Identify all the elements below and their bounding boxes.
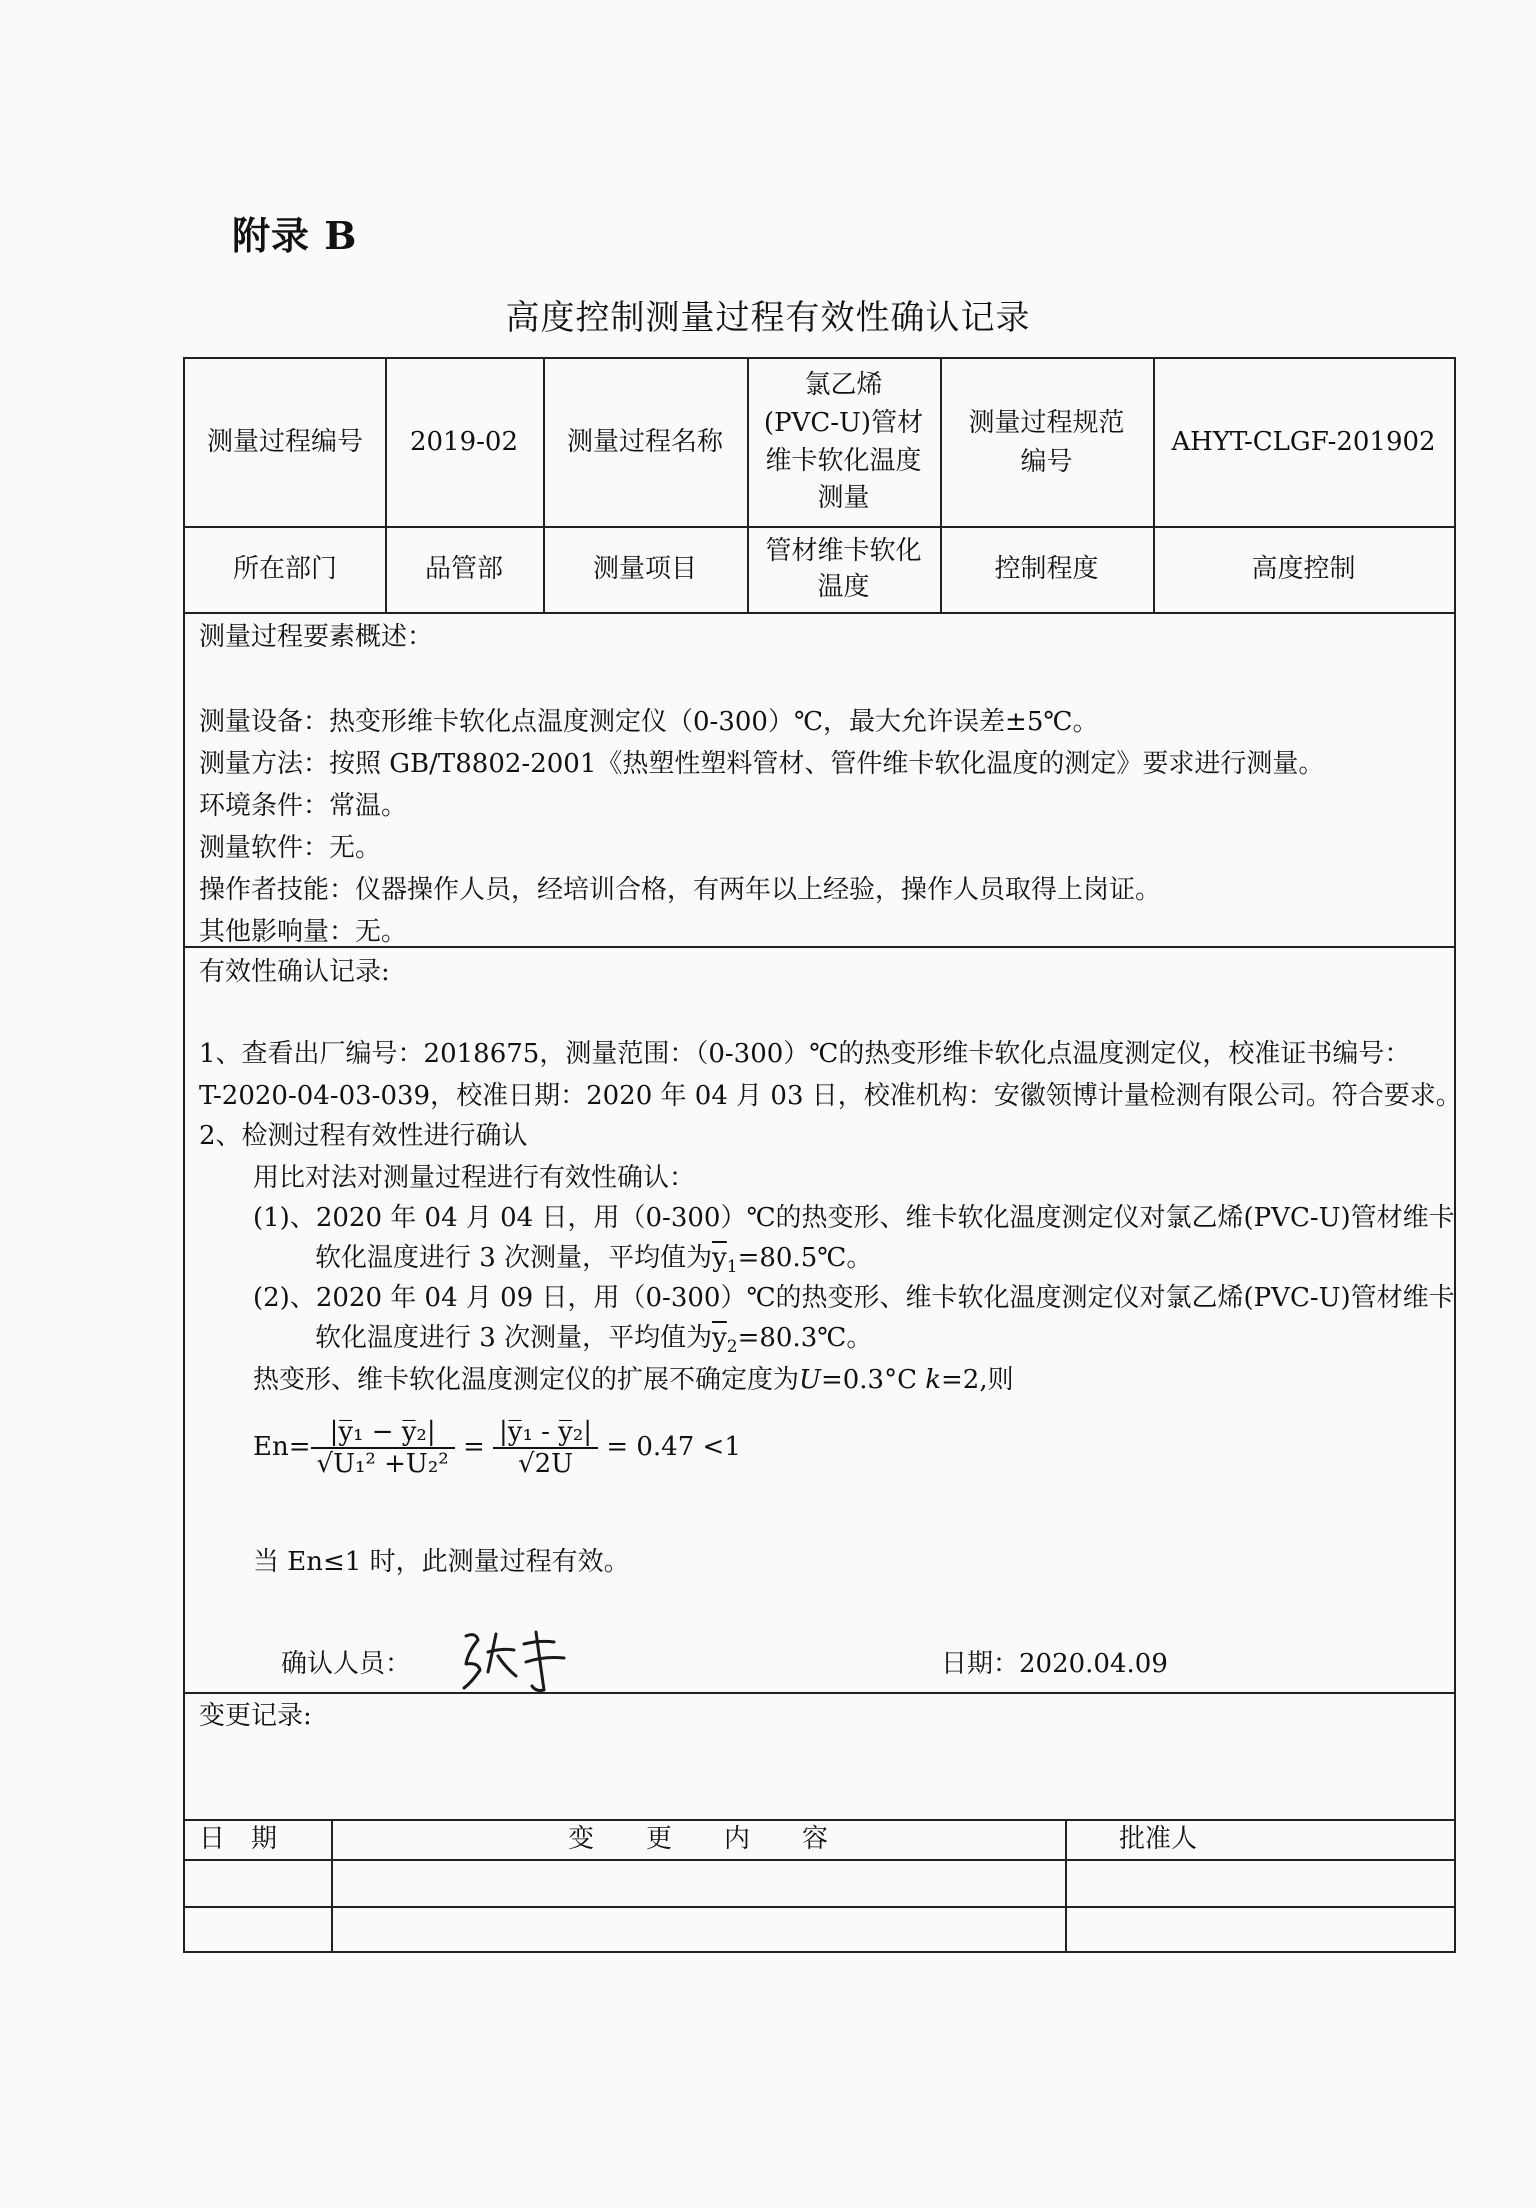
cell-process-number-value: 2019-02 bbox=[409, 427, 519, 457]
row-divider-2 bbox=[185, 612, 1454, 614]
change-col-content: 变 更 内 容 bbox=[567, 1823, 828, 1854]
validation-item1-line1: 1、查看出厂编号：2018675，测量范围：（0-300）℃的热变形维卡软化点温度测定仪，校准证书编号： bbox=[199, 1039, 1411, 1069]
overview-line-software: 测量软件：无。 bbox=[199, 833, 382, 863]
cell-spec-number-value: AHYT-CLGF-201902 bbox=[1171, 427, 1436, 457]
overview-line-operator: 操作者技能：仪器操作人员，经培训合格，有两年以上经验，操作人员取得上岗证。 bbox=[199, 875, 1162, 905]
appendix-label: 附录 B bbox=[232, 213, 358, 258]
validation-method: 用比对法对测量过程进行有效性确认： bbox=[253, 1163, 696, 1193]
overview-line-other: 其他影响量：无。 bbox=[199, 917, 408, 947]
cell-process-number-label: 测量过程编号 bbox=[206, 427, 363, 457]
overview-heading: 测量过程要素概述： bbox=[199, 622, 434, 652]
handwritten-signature bbox=[458, 1622, 578, 1694]
row-divider-6 bbox=[185, 1859, 1454, 1861]
row-divider-7 bbox=[185, 1906, 1454, 1908]
cell-measure-item-label: 测量项目 bbox=[592, 553, 697, 584]
validation-item1-line2: T-2020-04-03-039，校准日期：2020 年 04 月 03 日，校准机构：安徽领博计量检测有限公司。符合要求。 bbox=[199, 1081, 1462, 1111]
cell-measure-item-value: 管材维卡软化 温度 bbox=[765, 535, 922, 602]
cell-process-name-value: 氯乙烯 (PVC-U)管材 维卡软化温度 测量 bbox=[763, 370, 924, 514]
cell-department-label: 所在部门 bbox=[232, 553, 337, 584]
overview-line-method: 测量方法：按照 GB/T8802-2001《热塑性塑料管材、管件维卡软化温度的测定》要求进行测量。 bbox=[199, 749, 1325, 779]
row-divider-4 bbox=[185, 1692, 1454, 1694]
changes-heading: 变更记录: bbox=[199, 1701, 312, 1731]
overview-line-environment: 环境条件：常温。 bbox=[199, 791, 408, 821]
validation-sub2-line1: (2)、2020 年 04 月 09 日，用（0-300）℃的热变形、维卡软化温度测定仪对氯乙烯(PVC-U)管材维卡 bbox=[253, 1283, 1455, 1313]
validation-item2: 2、检测过程有效性进行确认 bbox=[199, 1121, 528, 1151]
record-table bbox=[183, 357, 1462, 1953]
cell-control-level-value: 高度控制 bbox=[1251, 553, 1356, 584]
change-col-date: 日 期 bbox=[199, 1823, 278, 1854]
validation-heading: 有效性确认记录: bbox=[199, 957, 390, 987]
cell-spec-number-label: 测量过程规范 编号 bbox=[968, 407, 1125, 477]
en-formula: En= $\frac{\text{|y̅₁ − y̅₂|}}{\text{√U₁² +U₂²}}$ = $\frac{\text{|y̅₁ - y̅₂|}}{√2U}$ = 0.47 <1 bbox=[253, 1417, 741, 1479]
document-title: 高度控制测量过程有效性确认记录 bbox=[505, 298, 1031, 338]
confirm-date: 日期：2020.04.09 bbox=[941, 1649, 1168, 1679]
validation-uncertainty: 热变形、维卡软化温度测定仪的扩展不确定度为U=0.3°C k=2,则 bbox=[253, 1365, 1014, 1395]
validation-conclusion: 当 En≤1 时，此测量过程有效。 bbox=[253, 1547, 630, 1577]
confirm-person-label: 确认人员： bbox=[281, 1649, 412, 1679]
validation-sub1-line2: 软化温度进行 3 次测量，平均值为$\overline{y}_1=80.5℃$。 bbox=[315, 1243, 873, 1278]
change-col-approver: 批准人 bbox=[1119, 1823, 1198, 1854]
validation-sub2-line2: 软化温度进行 3 次测量，平均值为$\overline{y}_2=80.3℃$。 bbox=[315, 1323, 873, 1358]
cell-process-name-label: 测量过程名称 bbox=[566, 427, 723, 457]
validation-sub1-line1: (1)、2020 年 04 月 04 日，用（0-300）℃的热变形、维卡软化温度测定仪对氯乙烯(PVC-U)管材维卡 bbox=[253, 1203, 1455, 1233]
cell-control-level-label: 控制程度 bbox=[994, 553, 1099, 584]
cell-department-value: 品管部 bbox=[424, 553, 503, 584]
overview-line-equipment: 测量设备：热变形维卡软化点温度测定仪（0-300）℃，最大允许误差±5℃。 bbox=[199, 707, 1099, 737]
